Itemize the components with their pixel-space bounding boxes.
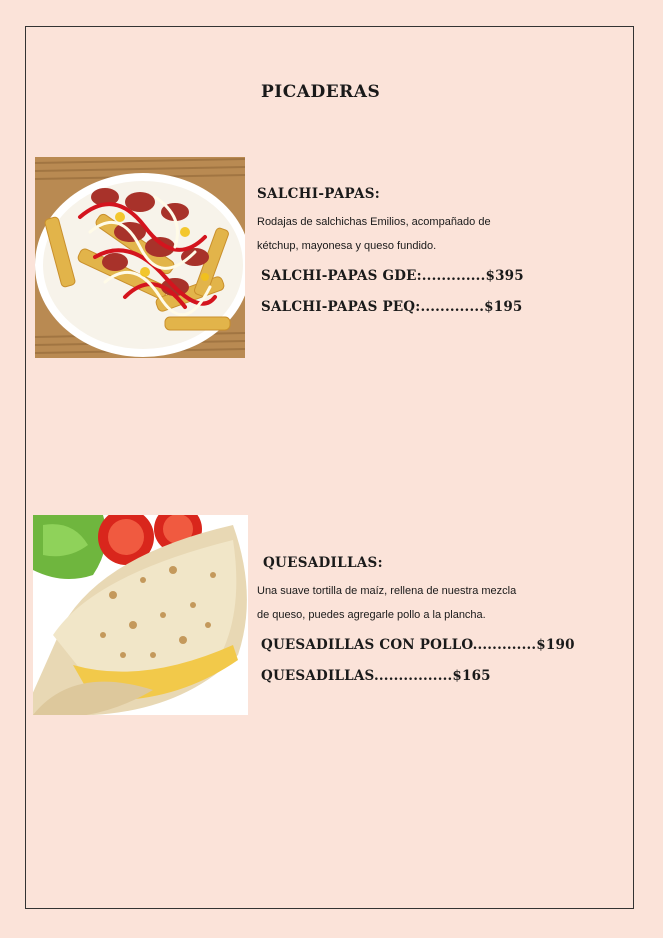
page-title: PICADERAS [261, 82, 381, 102]
quesadilla-photo [33, 515, 248, 715]
quesadillas-description-line-1: Una suave tortilla de maíz, rellena de nuestra mezcla [257, 585, 517, 597]
quesadillas-price: QUESADILLAS................$165 [261, 668, 491, 684]
quesadillas-description-line-2: de queso, puedes agregarle pollo a la plancha. [257, 609, 486, 621]
quesadillas-heading: QUESADILLAS: [263, 555, 383, 571]
salchipapas-heading: SALCHI-PAPAS: [257, 186, 381, 202]
salchipapas-peq-price: SALCHI-PAPAS PEQ:.............$195 [261, 299, 523, 315]
salchipapas-description-line-2: kétchup, mayonesa y queso fundido. [257, 240, 437, 252]
salchipapas-gde-price: SALCHI-PAPAS GDE:.............$395 [261, 268, 524, 284]
salchipapas-description-line-1: Rodajas de salchichas Emilios, acompañado de [257, 216, 491, 228]
quesadillas-con-pollo-price: QUESADILLAS CON POLLO.............$190 [261, 637, 575, 653]
salchipapas-photo [35, 157, 245, 358]
